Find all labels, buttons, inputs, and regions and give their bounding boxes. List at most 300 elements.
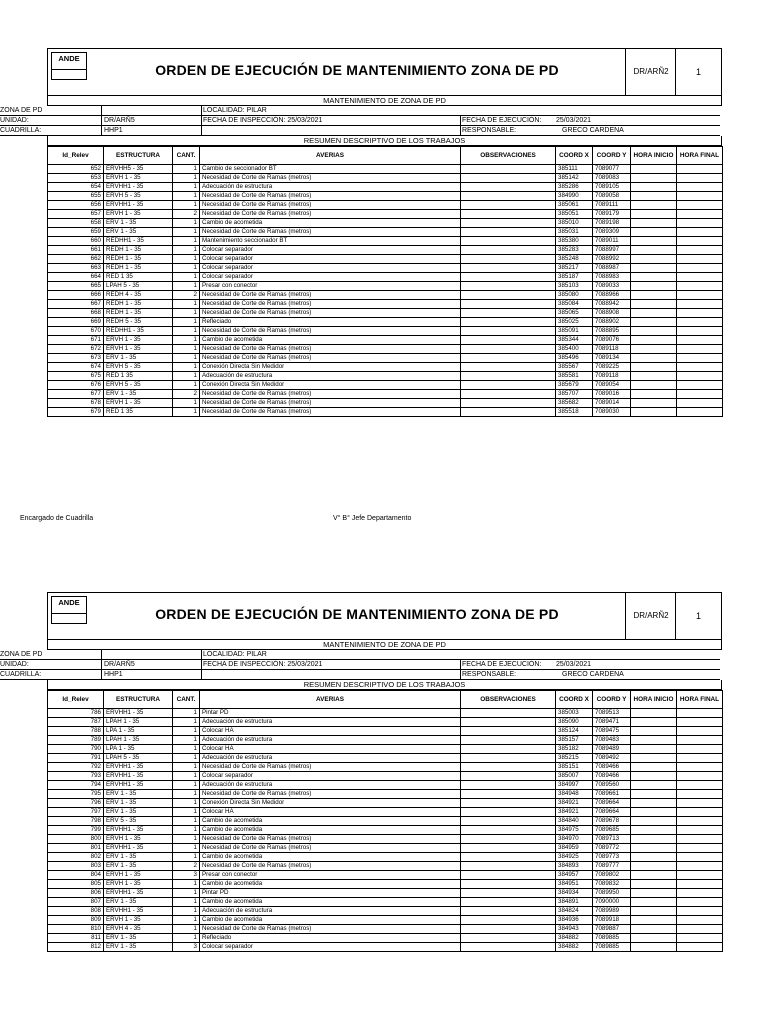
cell-id: 810 <box>48 925 104 934</box>
cell-hora-inicio <box>631 745 677 754</box>
cell-estructura: ERV 1 - 35 <box>104 390 173 399</box>
cell-cant: 1 <box>173 925 200 934</box>
cell-id: 653 <box>48 174 104 183</box>
table-row <box>48 237 723 246</box>
cell-averia: Necesidad de Corte de Ramas (metros) <box>200 844 461 853</box>
cell-observaciones <box>461 219 556 228</box>
table-row <box>48 408 723 417</box>
cell-hora-inicio <box>631 718 677 727</box>
cell-averia: Cambio de acometida <box>200 219 461 228</box>
cell-cant: 1 <box>173 282 200 291</box>
cell-estructura: ERV 1 - 35 <box>104 790 173 799</box>
cell-hora-final <box>677 790 723 799</box>
cell-coord-y: 7088983 <box>593 273 631 282</box>
cell-hora-inicio <box>631 889 677 898</box>
cell-estructura: ERV 1 - 35 <box>104 228 173 237</box>
cell-cant: 1 <box>173 192 200 201</box>
cell-coord-y: 7089664 <box>593 799 631 808</box>
cell-hora-final <box>677 174 723 183</box>
cell-hora-final <box>677 291 723 300</box>
col-averias: AVERIAS <box>200 147 461 165</box>
cell-id: 808 <box>48 907 104 916</box>
cell-observaciones <box>461 399 556 408</box>
cell-hora-final <box>677 354 723 363</box>
cell-averia: Presar con conector <box>200 282 461 291</box>
zona-label: ZONA DE PD <box>0 651 43 658</box>
cell-coord-x: 385380 <box>556 237 593 246</box>
cell-estructura: ERVH 5 - 35 <box>104 363 173 372</box>
cell-hora-final <box>677 835 723 844</box>
form-subtitle: MANTENIMIENTO DE ZONA DE PD <box>47 96 722 106</box>
responsable-label: RESPONSABLE: <box>462 127 517 134</box>
cell-coord-x: 385103 <box>556 282 593 291</box>
section-title: RESUMEN DESCRIPTIVO DE LOS TRABAJOS <box>47 136 722 146</box>
cell-observaciones <box>461 408 556 417</box>
cell-id: 793 <box>48 772 104 781</box>
cell-coord-x: 385215 <box>556 754 593 763</box>
cell-coord-x: 385151 <box>556 763 593 772</box>
table-row <box>48 327 723 336</box>
cell-cant: 1 <box>173 237 200 246</box>
cell-coord-x: 384921 <box>556 808 593 817</box>
cell-estructura: REDH 1 - 35 <box>104 309 173 318</box>
cell-cant: 1 <box>173 381 200 390</box>
table-row <box>48 363 723 372</box>
cell-coord-y: 7089492 <box>593 754 631 763</box>
cell-coord-y: 7089030 <box>593 408 631 417</box>
cell-hora-inicio <box>631 736 677 745</box>
cell-estructura: ERVH 1 - 35 <box>104 871 173 880</box>
cell-observaciones <box>461 174 556 183</box>
cell-averia: Adecuación de estructura <box>200 736 461 745</box>
cell-cant: 1 <box>173 219 200 228</box>
cell-cant: 1 <box>173 363 200 372</box>
cell-averia: Colocar separador <box>200 273 461 282</box>
cell-observaciones <box>461 255 556 264</box>
cell-estructura: RED 1 35 <box>104 408 173 417</box>
cell-estructura: REDHH1 - 35 <box>104 237 173 246</box>
cell-averia: Necesidad de Corte de Ramas (metros) <box>200 291 461 300</box>
cell-averia: Refleciado <box>200 318 461 327</box>
cell-hora-inicio <box>631 817 677 826</box>
cell-id: 796 <box>48 799 104 808</box>
ande-logo <box>51 596 87 624</box>
cell-averia: Necesidad de Corte de Ramas (metros) <box>200 228 461 237</box>
cell-coord-x: 385283 <box>556 246 593 255</box>
cell-observaciones <box>461 799 556 808</box>
cell-coord-x: 385567 <box>556 363 593 372</box>
cell-hora-inicio <box>631 390 677 399</box>
cell-observaciones <box>461 336 556 345</box>
cell-cant: 2 <box>173 390 200 399</box>
cell-averia: Necesidad de Corte de Ramas (metros) <box>200 201 461 210</box>
cell-cant: 1 <box>173 880 200 889</box>
cell-hora-inicio <box>631 925 677 934</box>
table-body <box>48 165 723 417</box>
table-row <box>48 943 723 952</box>
cell-hora-inicio <box>631 345 677 354</box>
cell-hora-final <box>677 183 723 192</box>
cell-cant: 1 <box>173 264 200 273</box>
section-title: RESUMEN DESCRIPTIVO DE LOS TRABAJOS <box>47 680 722 690</box>
cell-cant: 1 <box>173 246 200 255</box>
table-row <box>48 763 723 772</box>
cell-id: 656 <box>48 201 104 210</box>
cell-coord-x: 384934 <box>556 889 593 898</box>
table-row <box>48 336 723 345</box>
cell-cant: 1 <box>173 898 200 907</box>
cell-estructura: REDH 4 - 35 <box>104 291 173 300</box>
cell-cant: 1 <box>173 354 200 363</box>
cell-cant: 1 <box>173 817 200 826</box>
cell-coord-x: 384840 <box>556 817 593 826</box>
table-row <box>48 192 723 201</box>
cell-estructura: ERVHH1 - 35 <box>104 201 173 210</box>
cell-observaciones <box>461 763 556 772</box>
cell-hora-inicio <box>631 934 677 943</box>
cell-coord-x: 385025 <box>556 318 593 327</box>
cell-cant: 1 <box>173 408 200 417</box>
cell-estructura: ERVHH1 - 35 <box>104 907 173 916</box>
cell-observaciones <box>461 871 556 880</box>
cell-hora-final <box>677 799 723 808</box>
cell-averia: Pintar PD <box>200 889 461 898</box>
cell-hora-inicio <box>631 183 677 192</box>
cell-cant: 1 <box>173 183 200 192</box>
col-coord-x: COORD X <box>556 691 593 709</box>
cell-hora-inicio <box>631 399 677 408</box>
table-row <box>48 781 723 790</box>
cell-coord-x: 384893 <box>556 862 593 871</box>
localidad: LOCALIDAD: PILAR <box>203 107 267 114</box>
table-row <box>48 372 723 381</box>
cell-observaciones <box>461 309 556 318</box>
cell-hora-final <box>677 853 723 862</box>
cell-hora-inicio <box>631 165 677 174</box>
cell-hora-inicio <box>631 943 677 952</box>
cell-coord-x: 385344 <box>556 336 593 345</box>
cell-observaciones <box>461 916 556 925</box>
cell-id: 807 <box>48 898 104 907</box>
table-row <box>48 345 723 354</box>
cell-averia: Necesidad de Corte de Ramas (metros) <box>200 210 461 219</box>
cell-hora-final <box>677 363 723 372</box>
cell-id: 799 <box>48 826 104 835</box>
cell-cant: 1 <box>173 781 200 790</box>
cell-hora-inicio <box>631 336 677 345</box>
cell-cant: 1 <box>173 300 200 309</box>
cell-hora-inicio <box>631 300 677 309</box>
cell-estructura: LPAH 1 - 35 <box>104 736 173 745</box>
cell-coord-x: 385496 <box>556 354 593 363</box>
form-code: DR/ARÑ2 <box>625 593 676 639</box>
cell-observaciones <box>461 808 556 817</box>
table-row <box>48 201 723 210</box>
cell-coord-y: 7089685 <box>593 826 631 835</box>
logo-text: ANDE <box>58 598 80 607</box>
cell-coord-y: 7089033 <box>593 282 631 291</box>
cell-averia: Colocar separador <box>200 246 461 255</box>
cell-estructura: REDHH1 - 35 <box>104 327 173 336</box>
cell-coord-x: 384951 <box>556 880 593 889</box>
cell-id: 803 <box>48 862 104 871</box>
cell-hora-inicio <box>631 354 677 363</box>
table-row <box>48 745 723 754</box>
cell-coord-x: 384957 <box>556 871 593 880</box>
cell-coord-x: 385010 <box>556 219 593 228</box>
cell-estructura: ERV 1 - 35 <box>104 862 173 871</box>
table-header-row <box>48 691 723 709</box>
cell-hora-final <box>677 844 723 853</box>
form-code: DR/ARÑ2 <box>625 49 676 95</box>
cell-id: 797 <box>48 808 104 817</box>
cell-hora-inicio <box>631 808 677 817</box>
cell-id: 675 <box>48 372 104 381</box>
cell-coord-y: 7089011 <box>593 237 631 246</box>
cell-averia: Colocar separador <box>200 264 461 273</box>
cell-coord-y: 7089513 <box>593 709 631 718</box>
cell-observaciones <box>461 718 556 727</box>
cell-hora-final <box>677 925 723 934</box>
cell-coord-x: 385111 <box>556 165 593 174</box>
cell-averia: Presar con conector <box>200 871 461 880</box>
cell-observaciones <box>461 390 556 399</box>
cell-cant: 1 <box>173 889 200 898</box>
cell-hora-inicio <box>631 201 677 210</box>
cell-hora-inicio <box>631 219 677 228</box>
cell-averia: Colocar separador <box>200 255 461 264</box>
page-number: 1 <box>675 49 721 95</box>
cell-coord-x: 385065 <box>556 309 593 318</box>
cell-hora-final <box>677 390 723 399</box>
table-row <box>48 862 723 871</box>
cell-estructura: ERVH 1 - 35 <box>104 336 173 345</box>
cell-hora-inicio <box>631 246 677 255</box>
fecha-ejecucion-label: FECHA DE EJECUCIÓN: <box>462 661 542 668</box>
cell-id: 655 <box>48 192 104 201</box>
table-row <box>48 934 723 943</box>
cell-coord-x: 385031 <box>556 228 593 237</box>
cell-estructura: ERV 1 - 35 <box>104 898 173 907</box>
cell-coord-y: 7089105 <box>593 183 631 192</box>
cell-coord-y: 7089802 <box>593 871 631 880</box>
cell-hora-final <box>677 889 723 898</box>
table-row <box>48 898 723 907</box>
cell-hora-inicio <box>631 790 677 799</box>
cell-averia: Adecuación de estructura <box>200 907 461 916</box>
cell-hora-final <box>677 754 723 763</box>
cell-cant: 1 <box>173 772 200 781</box>
cell-observaciones <box>461 354 556 363</box>
cell-id: 679 <box>48 408 104 417</box>
cell-cant: 1 <box>173 736 200 745</box>
cell-coord-x: 385518 <box>556 408 593 417</box>
col-estructura: ESTRUCTURA <box>104 691 173 709</box>
cell-observaciones <box>461 201 556 210</box>
cell-hora-inicio <box>631 754 677 763</box>
cell-coord-x: 385124 <box>556 727 593 736</box>
table-row <box>48 817 723 826</box>
cell-coord-x: 385080 <box>556 291 593 300</box>
cell-estructura: ERVH 1 - 35 <box>104 399 173 408</box>
cell-id: 801 <box>48 844 104 853</box>
cell-id: 659 <box>48 228 104 237</box>
info-block <box>0 106 720 136</box>
cell-coord-y: 7088942 <box>593 300 631 309</box>
fecha-inspeccion: FECHA DE INSPECCIÓN: 25/03/2021 <box>203 117 323 124</box>
table-row <box>48 390 723 399</box>
cell-coord-y: 7089466 <box>593 772 631 781</box>
cell-cant: 2 <box>173 291 200 300</box>
cell-coord-x: 385090 <box>556 718 593 727</box>
cell-observaciones <box>461 709 556 718</box>
cuadrilla-label: CUADRILLA: <box>0 671 42 678</box>
cell-hora-final <box>677 318 723 327</box>
cell-cant: 3 <box>173 943 200 952</box>
table-row <box>48 889 723 898</box>
cell-observaciones <box>461 183 556 192</box>
cell-estructura: LPAH 5 - 35 <box>104 754 173 763</box>
cell-cant: 1 <box>173 934 200 943</box>
table-row <box>48 916 723 925</box>
cell-cant: 1 <box>173 799 200 808</box>
cell-id: 804 <box>48 871 104 880</box>
cell-estructura: ERVHH1 - 35 <box>104 709 173 718</box>
form-header <box>47 48 722 96</box>
cell-estructura: LPAH 5 - 35 <box>104 282 173 291</box>
cell-coord-y: 7089309 <box>593 228 631 237</box>
cell-id: 800 <box>48 835 104 844</box>
zona-label: ZONA DE PD <box>0 107 43 114</box>
cell-averia: Necesidad de Corte de Ramas (metros) <box>200 862 461 871</box>
cell-observaciones <box>461 318 556 327</box>
cell-estructura: ERVH 1 - 35 <box>104 916 173 925</box>
cell-coord-y: 7089054 <box>593 381 631 390</box>
cell-hora-inicio <box>631 916 677 925</box>
table-body <box>48 709 723 952</box>
footer-vobo: V° B° Jefe Departamento <box>333 515 412 522</box>
localidad: LOCALIDAD: PILAR <box>203 651 267 658</box>
cell-coord-y: 7089111 <box>593 201 631 210</box>
cell-estructura: ERVH 1 - 35 <box>104 210 173 219</box>
cell-cant: 2 <box>173 210 200 219</box>
cell-estructura: ERV 5 - 35 <box>104 817 173 826</box>
cell-coord-x: 384990 <box>556 192 593 201</box>
cell-averia: Colocar HA <box>200 808 461 817</box>
table-row <box>48 799 723 808</box>
cell-hora-inicio <box>631 381 677 390</box>
cell-cant: 1 <box>173 345 200 354</box>
cell-coord-y: 7089076 <box>593 336 631 345</box>
cell-hora-final <box>677 898 723 907</box>
cell-id: 806 <box>48 889 104 898</box>
cell-estructura: ERVHH1 - 35 <box>104 826 173 835</box>
cell-hora-inicio <box>631 327 677 336</box>
cell-coord-y: 7089989 <box>593 907 631 916</box>
table-row <box>48 255 723 264</box>
cell-cant: 1 <box>173 790 200 799</box>
cell-averia: Necesidad de Corte de Ramas (metros) <box>200 327 461 336</box>
cell-id: 664 <box>48 273 104 282</box>
cell-hora-final <box>677 201 723 210</box>
cell-hora-inicio <box>631 727 677 736</box>
cell-id: 798 <box>48 817 104 826</box>
cuadrilla-label: CUADRILLA: <box>0 127 42 134</box>
cell-hora-inicio <box>631 174 677 183</box>
cell-coord-y: 7089772 <box>593 844 631 853</box>
table-row <box>48 871 723 880</box>
cell-coord-y: 7088895 <box>593 327 631 336</box>
cell-coord-x: 385182 <box>556 745 593 754</box>
cell-estructura: REDH 1 - 35 <box>104 300 173 309</box>
cell-coord-x: 384882 <box>556 943 593 952</box>
cell-estructura: REDH 1 - 35 <box>104 255 173 264</box>
cell-averia: Necesidad de Corte de Ramas (metros) <box>200 192 461 201</box>
cell-coord-x: 384891 <box>556 898 593 907</box>
cell-coord-x: 384997 <box>556 781 593 790</box>
cell-averia: Cambio de acometida <box>200 880 461 889</box>
cell-coord-y: 7088987 <box>593 264 631 273</box>
cell-coord-x: 385707 <box>556 390 593 399</box>
cell-coord-x: 385581 <box>556 372 593 381</box>
cell-hora-inicio <box>631 898 677 907</box>
cell-observaciones <box>461 237 556 246</box>
cell-observaciones <box>461 327 556 336</box>
table-row <box>48 309 723 318</box>
cell-id: 787 <box>48 718 104 727</box>
cell-hora-inicio <box>631 781 677 790</box>
cell-coord-y: 7088992 <box>593 255 631 264</box>
cell-averia: Colocar HA <box>200 745 461 754</box>
cell-coord-x: 385091 <box>556 327 593 336</box>
cell-id: 661 <box>48 246 104 255</box>
cell-hora-inicio <box>631 318 677 327</box>
cell-coord-x: 384970 <box>556 835 593 844</box>
cell-hora-final <box>677 264 723 273</box>
cell-cant: 1 <box>173 763 200 772</box>
cell-hora-final <box>677 727 723 736</box>
cell-coord-y: 7089664 <box>593 808 631 817</box>
responsable-value: GRECO CARDENA <box>562 127 624 134</box>
cell-coord-y: 7089489 <box>593 745 631 754</box>
cell-coord-x: 384824 <box>556 907 593 916</box>
cell-hora-inicio <box>631 871 677 880</box>
cell-hora-final <box>677 718 723 727</box>
cell-hora-final <box>677 736 723 745</box>
cell-hora-inicio <box>631 772 677 781</box>
cell-cant: 1 <box>173 201 200 210</box>
cell-estructura: ERVH 4 - 35 <box>104 925 173 934</box>
cell-averia: Adecuación de estructura <box>200 372 461 381</box>
cell-coord-y: 7089832 <box>593 880 631 889</box>
cell-observaciones <box>461 192 556 201</box>
cell-estructura: ERVH 1 - 35 <box>104 835 173 844</box>
cell-observaciones <box>461 727 556 736</box>
cell-hora-final <box>677 345 723 354</box>
table-row <box>48 853 723 862</box>
cell-hora-inicio <box>631 835 677 844</box>
cell-cant: 1 <box>173 318 200 327</box>
form-subtitle: MANTENIMIENTO DE ZONA DE PD <box>47 640 722 650</box>
cell-coord-x: 384882 <box>556 934 593 943</box>
cell-hora-final <box>677 772 723 781</box>
responsable-label: RESPONSABLE: <box>462 671 517 678</box>
cell-coord-y: 7089058 <box>593 192 631 201</box>
cell-coord-y: 7089077 <box>593 165 631 174</box>
cell-estructura: ERVH 5 - 35 <box>104 192 173 201</box>
cell-coord-y: 7089661 <box>593 790 631 799</box>
cell-estructura: ERV 1 - 35 <box>104 853 173 862</box>
